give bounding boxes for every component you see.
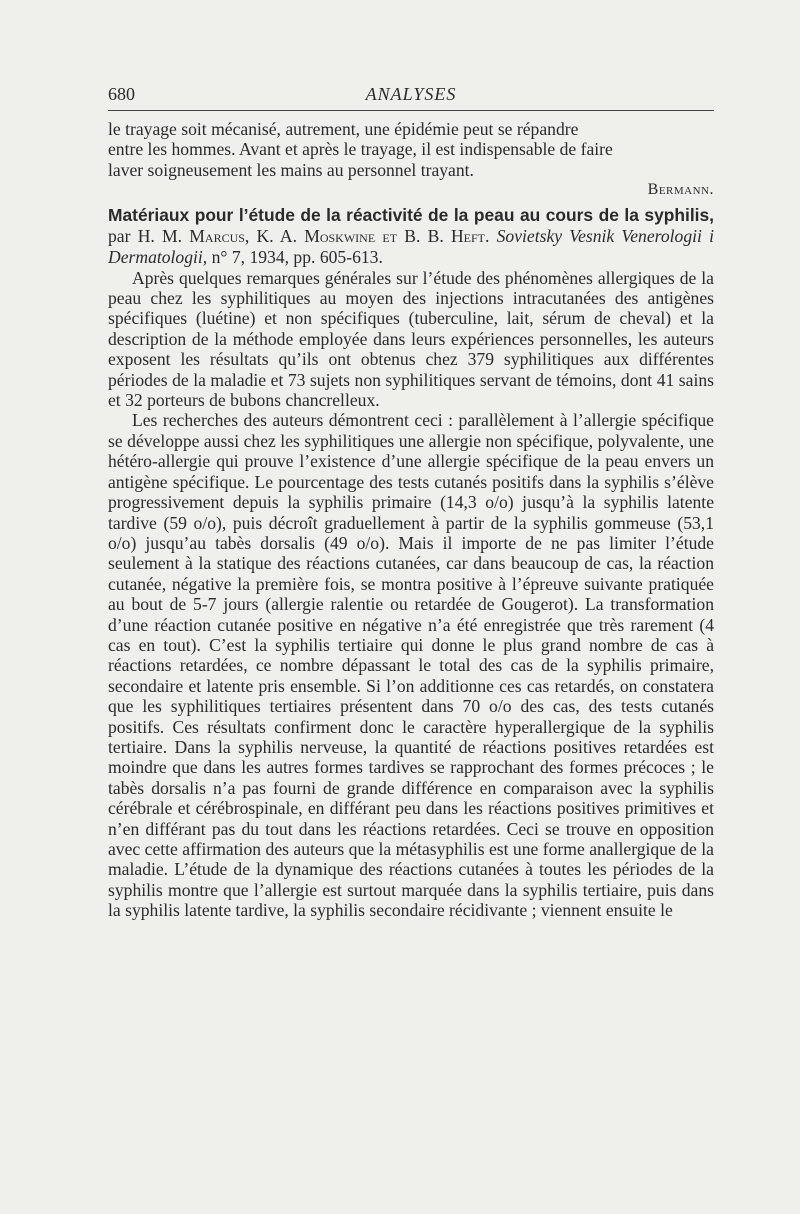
running-header xyxy=(108,78,714,110)
body-paragraph: Après quelques remarques générales sur l’étude des phénomènes allergiques de la peau chez les syphilitiques au moyen des injections intracutanées des antigènes spécifiques (luétine) et non spécifiques (tuberculine, lait, sérum de cheval) et la description de la méthode employée dans leurs expériences personnelles, les auteurs exposent les résultats qu’ils ont obtenus chez 379 syphilitiques aux différentes périodes de la maladie et 73 sujets non syphilitiques servant de témoins, dont 41 sains et 32 porteurs de bubons chancrelleux. xyxy=(108,267,714,411)
article-heading xyxy=(108,205,714,268)
body-paragraph: Les recherches des auteurs démontrent ceci : parallèlement à l’allergie spécifique se développe aussi chez les syphilitiques une allergie non spécifique, polyvalente, une hétéro-allergie qui prouve l’existence d’une allergie spécifique de la peau envers un antigène spécifique. Le pourcentage des tests cutanés positifs dans la syphilis s’élève progressivement depuis la syphilis primaire (14,3 o/o) jusqu’à la syphilis latente tardive (59 o/o), puis décroît graduellement à partir de la syphilis gommeuse (53,1 o/o) jusqu’au tabès dorsalis (49 o/o). Mais il importe de ne pas limiter l’étude seulement à la statique des réactions cutanées, car dans beaucoup de cas, la réaction cutanée, négative la première fois, se montra positive à l’épreuve suivante pratiquée au bout de 5-7 jours (allergie ralentie ou retardée de Gougerot). La transformation d’une réaction cutanée positive en négative n’a été enregistrée que très rarement (4 cas en tout). C’est la syphilis tertiaire qui donne le plus grand nombre de cas à réactions retardées, ce nombre dépassant le total des cas de la syphilis primaire, secondaire et latente pris ensemble. Si l’on additionne ces cas retardés, on constatera que les syphilitiques tertiaires présentent dans 70 o/o des cas, des tests cutanés positifs. Ces résultats confirment donc le caractère hyperallergique de la syphilis tertiaire. Dans la syphilis nerveuse, la quantité de réactions positives retardées est moindre que dans les autres formes tardives se rapprochant des formes précoces ; le tabès dorsalis n’a pas fourni de grande différence en comparaison avec la syphilis cérébrale et cérébrospinale, en différant peu dans les réactions positives primitives et n’en différant pas du tout dans les réactions retardées. Ceci se trouve en opposition avec cette affirmation des auteurs que la métasyphilis est une forme anallergique de la maladie. L’étude de la dynamique des réactions cutanées à toutes les périodes de la syphilis montre que l’allergie est surtout marquée dans la syphilis tertiaire, puis dans la syphilis latente tardive, la syphilis secondaire récidivante ; viennent ensuite le xyxy=(108,410,714,921)
journal-citation: n° 7, 1934, pp. 605-613. xyxy=(211,246,383,267)
reviewer-signature: Bermann. xyxy=(647,181,714,199)
text-line: le trayage soit mécanisé, autrement, une épidémie peut se répandre xyxy=(108,119,579,139)
article-title: Matériaux pour l’étude de la réactivité de la peau au cours de la syphilis, xyxy=(108,204,714,225)
page-number: 680 xyxy=(108,84,135,104)
previous-article-tail xyxy=(108,119,714,201)
section-title: ANALYSES xyxy=(365,84,457,104)
document-page xyxy=(108,78,714,921)
text-line: entre les hommes. Avant et après le trayage, il est indispensable de faire xyxy=(108,139,613,160)
journal-name: Sovietsky Vesnik Venerologii i Dermatologii, xyxy=(108,225,714,267)
text-line: laver soigneusement les mains au personnel trayant. xyxy=(108,159,474,180)
article-by: par xyxy=(108,225,131,246)
article-authors: H. M. Marcus, K. A. Moskwine et B. B. Heft. xyxy=(137,225,490,246)
article-body xyxy=(108,268,714,921)
header-rule xyxy=(108,110,714,111)
